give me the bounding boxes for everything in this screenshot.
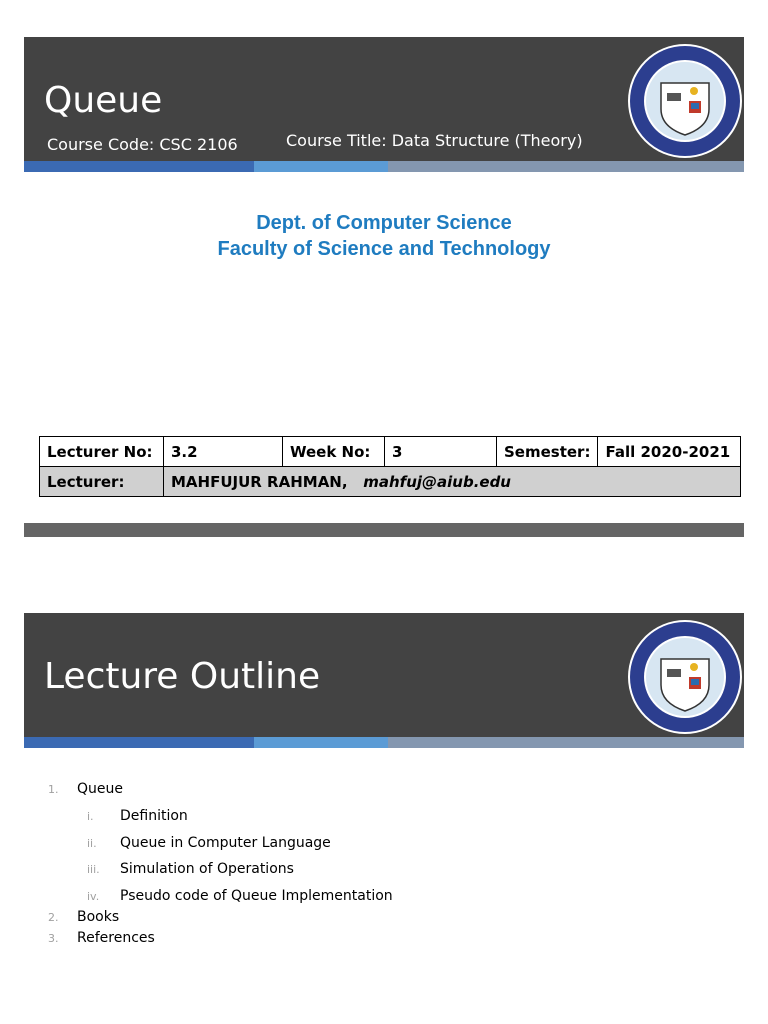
lecturer-no-value: 3.2 [164,437,283,467]
week-no-label: Week No: [283,437,385,467]
list-number: i. [87,810,94,823]
list-number: iii. [87,863,100,876]
outline-item-books: Books [77,909,120,925]
lecturer-email: mahfuj@aiub.edu [363,472,511,491]
lecturer-label: Lecturer: [40,467,164,497]
semester-value: Fall 2020-2021 [598,437,741,467]
university-logo [627,619,743,735]
lecturer-no-label: Lecturer No: [40,437,164,467]
list-number: ii. [87,837,97,850]
lecturer-name: MAHFUJUR RAHMAN, [171,472,348,491]
course-code: Course Code: CSC 2106 [47,135,238,154]
outline-item-pseudo-code: Pseudo code of Queue Implementation [120,888,393,904]
list-number: 1. [48,783,59,796]
slide-divider [24,523,744,537]
outline-item-definition: Definition [120,808,188,824]
week-no-value: 3 [385,437,497,467]
semester-label: Semester: [497,437,598,467]
course-title: Course Title: Data Structure (Theory) [286,131,583,150]
slide-title: Queue [44,80,163,121]
list-number: iv. [87,890,100,903]
table-row [40,467,741,497]
faculty-name: Faculty of Science and Technology [217,238,551,260]
lecturer-cell [164,467,741,497]
table-row [40,437,741,467]
accent-strip [24,737,744,748]
outline-item-simulation: Simulation of Operations [120,861,294,877]
lecture-info-table [39,436,741,497]
outline-item-references: References [77,930,155,946]
university-logo [627,43,743,159]
accent-strip [24,161,744,172]
list-number: 3. [48,932,59,945]
list-number: 2. [48,911,59,924]
slide-title: Lecture Outline [44,656,321,697]
outline-item-queue-computer-language: Queue in Computer Language [120,835,331,851]
dept-name: Dept. of Computer Science [256,212,512,234]
outline-item-queue: Queue [77,781,123,797]
